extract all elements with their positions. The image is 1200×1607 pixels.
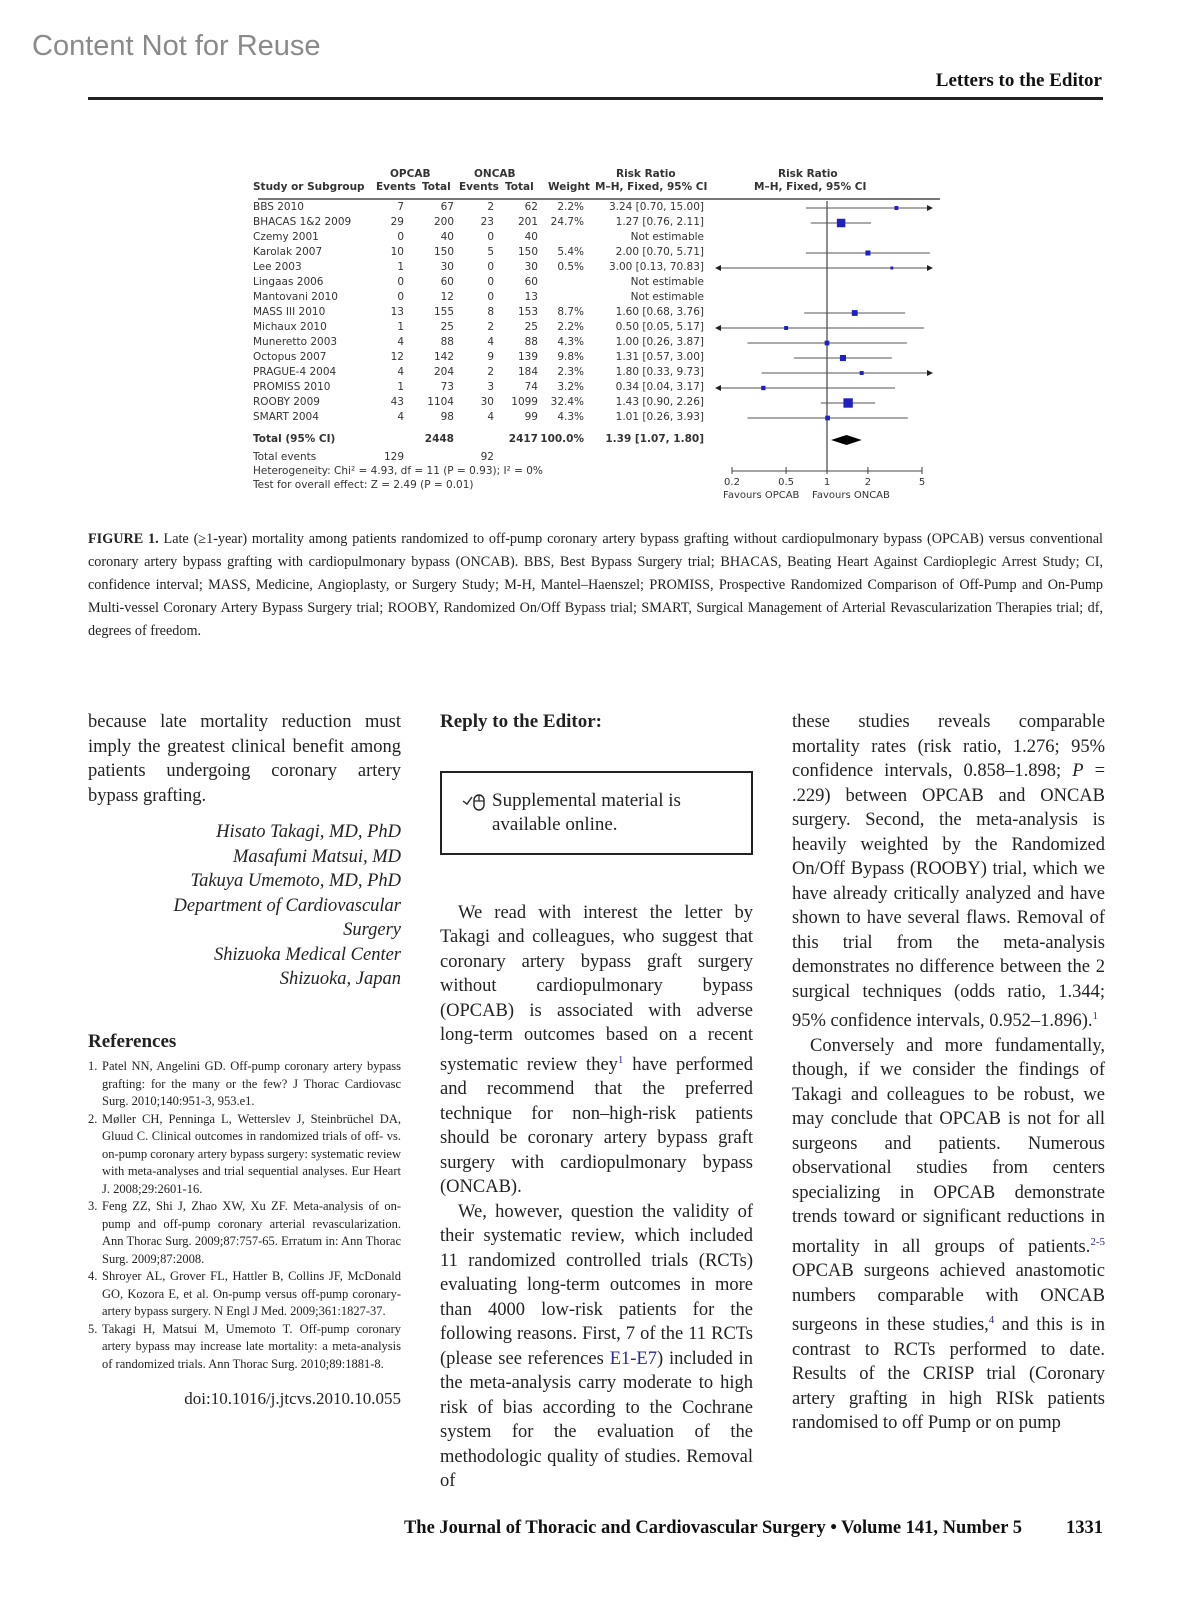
reference-link[interactable]: E1-E7 — [609, 1348, 657, 1369]
text: OPCAB surgeons achieved anastomotic numbers comparable with ONCAB surgeons in these studies, — [792, 1261, 1105, 1336]
weight: 9.8% — [557, 351, 584, 363]
risk-ratio-ci: 2.00 [0.70, 5.71] — [615, 246, 704, 258]
reference-item — [88, 1321, 401, 1374]
reference-text: Møller CH, Penninga L, Wetterslev J, Steinbrüchel DA, Gluud C. Clinical outcomes in randomized trials of off- vs. on-pump coronary artery bypass surgery: systematic review with meta-analyses and trial sequential analyses. Eur Heart J. 2008;29:2601-16. — [102, 1111, 401, 1196]
effect-marker — [761, 386, 765, 390]
opcab-events: 29 — [390, 216, 404, 228]
favours-opcab-label: Favours OPCAB — [723, 490, 800, 501]
citation-link[interactable]: 1 — [617, 1053, 624, 1066]
risk-ratio-ci: Not estimable — [630, 276, 704, 288]
journal-info: The Journal of Thoracic and Cardiovascular Surgery • Volume 141, Number 5 — [403, 1518, 1022, 1538]
column-3 — [792, 710, 1105, 1436]
effect-marker — [784, 326, 788, 330]
header-risk-ratio: Risk Ratio — [616, 168, 676, 180]
opcab-total: 25 — [440, 321, 454, 333]
reference-text: Feng ZZ, Shi J, Zhao XW, Xu ZF. Meta-analysis of on-pump and off-pump coronary arterial revascularization. Ann Thorac Surg. 2009;87:757-65. Erratum in: Ann Thorac Surg. 2009;87:2008. — [102, 1199, 401, 1266]
reference-item — [88, 1058, 401, 1111]
reply-title: Reply to the Editor: — [440, 711, 603, 732]
opcab-total: 88 — [440, 336, 454, 348]
oncab-total: 153 — [517, 306, 538, 318]
weight: 0.5% — [557, 261, 584, 273]
effect-marker — [852, 310, 858, 316]
author-3: Takuya Umemoto, MD, PhD — [190, 871, 401, 891]
opcab-events: 0 — [397, 291, 404, 303]
total-events-label: Total events — [253, 451, 317, 463]
author-2: Masafumi Matsui, MD — [232, 846, 401, 867]
reply-paragraph-1 — [440, 901, 753, 1200]
oncab-total: 150 — [517, 246, 538, 258]
header-rule — [88, 97, 1103, 100]
study-name: Michaux 2010 — [253, 321, 327, 333]
oncab-events: 5 — [487, 246, 494, 258]
header-study: Study or Subgroup — [253, 181, 365, 193]
effect-marker — [890, 267, 893, 270]
reference-item — [88, 1111, 401, 1199]
opcab-total: 200 — [433, 216, 454, 228]
opcab-total: 60 — [440, 276, 454, 288]
opcab-events: 1 — [397, 321, 404, 333]
opcab-total: 150 — [433, 246, 454, 258]
risk-ratio-ci: 3.24 [0.70, 15.00] — [608, 201, 704, 213]
study-name: Lingaas 2006 — [253, 276, 324, 288]
header-events-2: Events — [459, 181, 499, 193]
author-1: Hisato Takagi, MD, PhD — [216, 822, 401, 842]
opcab-total: 12 — [440, 291, 454, 303]
arrow-right-icon — [927, 205, 933, 211]
oncab-total: 201 — [517, 216, 538, 228]
oncab-total: 25 — [524, 321, 538, 333]
opcab-events: 7 — [397, 201, 404, 213]
opcab-total: 67 — [440, 201, 454, 213]
oncab-events: 3 — [487, 381, 494, 393]
opcab-events: 43 — [390, 396, 404, 408]
text: = .229) between OPCAB and ONCAB surgery. Second, the meta-analysis is heavily weighted by the Randomized On/Off Bypass (ROOBY) trial, which we have already critically analyzed and have shown to have several flaws. Removal of this trial from the meta-analysis demonstrates no difference between the 2 surgical techniques (odds ratio, 1.344; 95% confidence intervals, 0.952–1.896). — [792, 761, 1105, 1032]
reference-item — [88, 1198, 401, 1268]
supplemental-box[interactable] — [440, 771, 753, 855]
supplemental-text: Supplemental material is available online. — [492, 789, 681, 835]
oncab-total: 60 — [524, 276, 538, 288]
weight: 5.4% — [557, 246, 584, 258]
study-name: Octopus 2007 — [253, 351, 327, 363]
effect-marker — [825, 341, 830, 346]
oncab-events: 8 — [487, 306, 494, 318]
weight: 2.2% — [557, 201, 584, 213]
risk-ratio-ci: 1.80 [0.33, 9.73] — [615, 366, 704, 378]
arrow-left-icon — [715, 265, 721, 271]
arrow-left-icon — [715, 385, 721, 391]
citation-link[interactable]: 2-5 — [1090, 1235, 1105, 1248]
effect-marker — [865, 250, 870, 255]
opcab-total: 30 — [440, 261, 454, 273]
doi: doi:10.1016/j.jtcvs.2010.10.055 — [184, 1389, 401, 1408]
page-footer — [0, 1518, 1103, 1539]
favours-oncab-label: Favours ONCAB — [812, 490, 890, 501]
opcab-events: 4 — [397, 366, 404, 378]
total-events-opcab: 129 — [383, 451, 404, 463]
total-opcab: 2448 — [424, 433, 454, 445]
reference-number: 2. — [88, 1111, 98, 1126]
header-plot-title: Risk Ratio — [778, 168, 838, 180]
reference-text: Patel NN, Angelini GD. Off-pump coronary artery bypass grafting: for the many or the few? J Thorac Cardiovasc Surg. 2010;140:951-3, 953.e1. — [102, 1059, 401, 1108]
reference-number: 5. — [88, 1321, 98, 1336]
opcab-events: 0 — [397, 231, 404, 243]
opcab-total: 40 — [440, 231, 454, 243]
weight: 4.3% — [557, 411, 584, 423]
reference-number: 1. — [88, 1059, 98, 1073]
reply-paragraph-2-continued — [792, 710, 1105, 1034]
oncab-events: 0 — [487, 231, 494, 243]
oncab-total: 1099 — [511, 396, 538, 408]
overall-effect: Test for overall effect: Z = 2.49 (P = 0.01) — [253, 479, 474, 491]
oncab-total: 88 — [524, 336, 538, 348]
text: We read with interest the letter by Takagi and colleagues, who suggest that coronary artery bypass graft surgery without cardiopulmonary bypass (OPCAB) is associated with adverse long-term outcomes based on a recent systematic review they — [440, 902, 753, 1075]
forest-plot — [250, 168, 950, 523]
opcab-total: 155 — [433, 306, 454, 318]
header-method: M–H, Fixed, 95% CI — [595, 181, 708, 193]
study-name: BBS 2010 — [253, 201, 304, 213]
risk-ratio-ci: 1.31 [0.57, 3.00] — [615, 351, 704, 363]
figure-caption — [88, 528, 1103, 643]
letter-closing-paragraph: because late mortality reduction must imply the greatest clinical benefit among patients undergoing coronary artery bypass grafting. — [88, 712, 401, 806]
risk-ratio-ci: Not estimable — [630, 231, 704, 243]
opcab-events: 0 — [397, 276, 404, 288]
text: have performed and recommend that the preferred technique for non–high-risk patients should be coronary artery bypass graft surgery with cardiopulmonary bypass (ONCAB). — [440, 1054, 753, 1198]
reference-item — [88, 1268, 401, 1321]
opcab-total: 204 — [433, 366, 454, 378]
weight: 24.7% — [550, 216, 584, 228]
weight: 2.3% — [557, 366, 584, 378]
header-plot-method: M–H, Fixed, 95% CI — [754, 181, 867, 193]
opcab-total: 98 — [440, 411, 454, 423]
oncab-events: 2 — [487, 201, 494, 213]
study-name: Muneretto 2003 — [253, 336, 338, 348]
affiliation-line-3: Shizuoka Medical Center — [213, 944, 401, 965]
oncab-events: 2 — [487, 366, 494, 378]
study-name: Mantovani 2010 — [253, 291, 338, 303]
oncab-events: 2 — [487, 321, 494, 333]
opcab-events: 13 — [390, 306, 404, 318]
study-name: SMART 2004 — [253, 411, 319, 423]
opcab-total: 1104 — [427, 396, 454, 408]
oncab-events: 9 — [487, 351, 494, 363]
x-tick-label: 1 — [823, 477, 831, 488]
study-name: Lee 2003 — [253, 261, 302, 273]
page-number: 1331 — [1066, 1518, 1103, 1538]
oncab-total: 62 — [524, 201, 538, 213]
risk-ratio-ci: 1.27 [0.76, 2.11] — [615, 216, 704, 228]
weight: 32.4% — [550, 396, 584, 408]
oncab-events: 0 — [487, 261, 494, 273]
references-title: References — [88, 1030, 177, 1052]
total-ci: 1.39 [1.07, 1.80] — [605, 433, 704, 445]
reference-text: Takagi H, Matsui M, Umemoto T. Off-pump coronary artery bypass may increase late mortality: a meta-analysis of randomized trials. Ann Thorac Surg. 2010;89:1881-8. — [102, 1321, 401, 1371]
study-name: Czemy 2001 — [253, 231, 319, 243]
arrow-right-icon — [927, 265, 933, 271]
text: ) included in the meta-analysis carry moderate to high risk of bias according to the Cochrane system for the evaluation of the methodologic quality of studies. Removal of — [440, 1348, 753, 1492]
mouse-icon — [462, 789, 492, 853]
citation-link[interactable]: 1 — [1092, 1010, 1099, 1022]
caption-text: Late (≥1-year) mortality among patients randomized to off-pump coronary artery bypass grafting without cardiopulmonary bypass (OPCAB) versus conventional coronary artery bypass grafting with cardiopulmonary bypass (ONCAB). BBS, Best Bypass Surgery trial; BHACAS, Beating Heart Against Cardioplegic Arrest Study; CI, confidence interval; MASS, Medicine, Angioplasty, or Surgery Study; M-H, Mantel–Haenszel; PROMISS, Prospective Randomized Comparison of Off-Pump and On-Pump Multi-vessel Coronary Artery Bypass Surgery trial; ROOBY, Randomized On/Off Bypass trial; SMART, Surgical Management of Arterial Revascularization Therapies trial; df, degrees of freedom. — [88, 531, 1103, 639]
arrow-left-icon — [715, 325, 721, 331]
column-2 — [440, 710, 753, 1494]
x-tick-label: 0.5 — [778, 477, 795, 488]
study-name: MASS III 2010 — [253, 306, 326, 318]
text: We, however, question the validity of their systematic review, which included 11 randomized controlled trials (RCTs) evaluating long-term outcomes in more than 4000 low-risk patients for the following reasons. First, 7 of the 11 RCTs (please see references — [440, 1201, 753, 1369]
oncab-total: 139 — [517, 351, 538, 363]
header-total-1: Total — [422, 181, 451, 193]
oncab-events: 0 — [487, 291, 494, 303]
reference-text: Shroyer AL, Grover FL, Hattler B, Collins JF, McDonald GO, Kozora E, et al. On-pump versus off-pump coronary-artery bypass surgery. N Engl J Med. 2009;361:1827-37. — [102, 1269, 401, 1318]
reference-number: 3. — [88, 1199, 98, 1213]
forest-plot-graphic — [250, 168, 950, 523]
oncab-events: 30 — [480, 396, 494, 408]
citation-link[interactable]: 4 — [988, 1314, 995, 1327]
opcab-events: 4 — [397, 411, 404, 423]
study-name: Karolak 2007 — [253, 246, 323, 258]
oncab-events: 0 — [487, 276, 494, 288]
total-label: Total (95% CI) — [253, 433, 336, 445]
oncab-total: 13 — [524, 291, 538, 303]
oncab-total: 30 — [524, 261, 538, 273]
opcab-events: 4 — [397, 336, 404, 348]
weight: 2.2% — [557, 321, 584, 333]
reply-paragraph-2 — [440, 1200, 753, 1494]
affiliation-line-2: Surgery — [343, 920, 401, 940]
opcab-events: 1 — [397, 381, 404, 393]
effect-marker — [837, 219, 845, 227]
effect-marker — [894, 206, 898, 210]
affiliation-line-4: Shizuoka, Japan — [279, 969, 401, 989]
opcab-events: 1 — [397, 261, 404, 273]
x-tick-label: 5 — [918, 477, 926, 488]
weight: 3.2% — [557, 381, 584, 393]
text: P — [1072, 761, 1084, 781]
total-events-oncab: 92 — [480, 451, 494, 463]
opcab-total: 142 — [433, 351, 454, 363]
risk-ratio-ci: 1.00 [0.26, 3.87] — [615, 336, 704, 348]
risk-ratio-ci: 1.60 [0.68, 3.76] — [615, 306, 704, 318]
risk-ratio-ci: 1.01 [0.26, 3.93] — [615, 411, 704, 423]
running-head: Letters to the Editor — [935, 70, 1102, 91]
text: and this is in contrast to RCTs performed to date. Results of the CRISP trial (Coronary artery grafting in high RISk patients randomised to off Pump or on pump — [792, 1315, 1106, 1434]
total-weight: 100.0% — [540, 433, 584, 445]
reply-paragraph-3 — [792, 1034, 1105, 1436]
header-opcab: OPCAB — [390, 168, 431, 180]
column-1 — [88, 710, 401, 1412]
effect-marker — [860, 371, 864, 375]
arrow-right-icon — [927, 370, 933, 376]
opcab-events: 12 — [390, 351, 404, 363]
x-tick-label: 0.2 — [724, 477, 740, 488]
x-tick-label: 2 — [864, 477, 872, 488]
text: these studies reveals comparable mortality rates (risk ratio, 1.276; 95% confidence intervals, 0.858–1.898; — [792, 712, 1105, 781]
risk-ratio-ci: 3.00 [0.13, 70.83] — [608, 261, 704, 273]
reference-number: 4. — [88, 1269, 98, 1283]
risk-ratio-ci: 0.50 [0.05, 5.17] — [615, 321, 704, 333]
text: Conversely and more fundamentally, though, if we consider the findings of Takagi and colleagues to be robust, we may conclude that OPCAB is not for all surgeons and patients. Numerous observational studies from centers specializing in OPCAB demonstrate trends toward or significant reductions in mortality in all groups of patients. — [792, 1035, 1105, 1257]
caption-label: FIGURE 1. — [88, 531, 159, 547]
study-name: PROMISS 2010 — [253, 381, 331, 393]
oncab-total: 99 — [524, 411, 538, 423]
risk-ratio-ci: Not estimable — [630, 291, 704, 303]
signature-block — [88, 820, 401, 992]
opcab-events: 10 — [390, 246, 404, 258]
risk-ratio-ci: 0.34 [0.04, 3.17] — [615, 381, 704, 393]
oncab-events: 4 — [487, 336, 494, 348]
pooled-diamond — [831, 435, 862, 445]
oncab-total: 184 — [517, 366, 538, 378]
effect-marker — [825, 416, 830, 421]
header-total-2: Total — [505, 181, 534, 193]
total-oncab: 2417 — [508, 433, 538, 445]
opcab-total: 73 — [440, 381, 454, 393]
oncab-events: 4 — [487, 411, 494, 423]
header-oncab: ONCAB — [474, 168, 516, 180]
risk-ratio-ci: 1.43 [0.90, 2.26] — [615, 396, 704, 408]
study-name: PRAGUE-4 2004 — [253, 366, 337, 378]
effect-marker — [840, 355, 846, 361]
effect-marker — [843, 398, 852, 407]
header-weight: Weight — [548, 181, 590, 193]
oncab-events: 23 — [480, 216, 494, 228]
weight: 4.3% — [557, 336, 584, 348]
watermark: Content Not for Reuse — [32, 30, 321, 62]
oncab-total: 74 — [524, 381, 538, 393]
study-name: BHACAS 1&2 2009 — [253, 216, 352, 228]
oncab-total: 40 — [524, 231, 538, 243]
study-name: ROOBY 2009 — [253, 396, 320, 408]
header-events-1: Events — [376, 181, 416, 193]
heterogeneity: Heterogeneity: Chi² = 4.93, df = 11 (P = 0.93); I² = 0% — [253, 465, 543, 477]
weight: 8.7% — [557, 306, 584, 318]
affiliation-line-1: Department of Cardiovascular — [173, 895, 401, 916]
